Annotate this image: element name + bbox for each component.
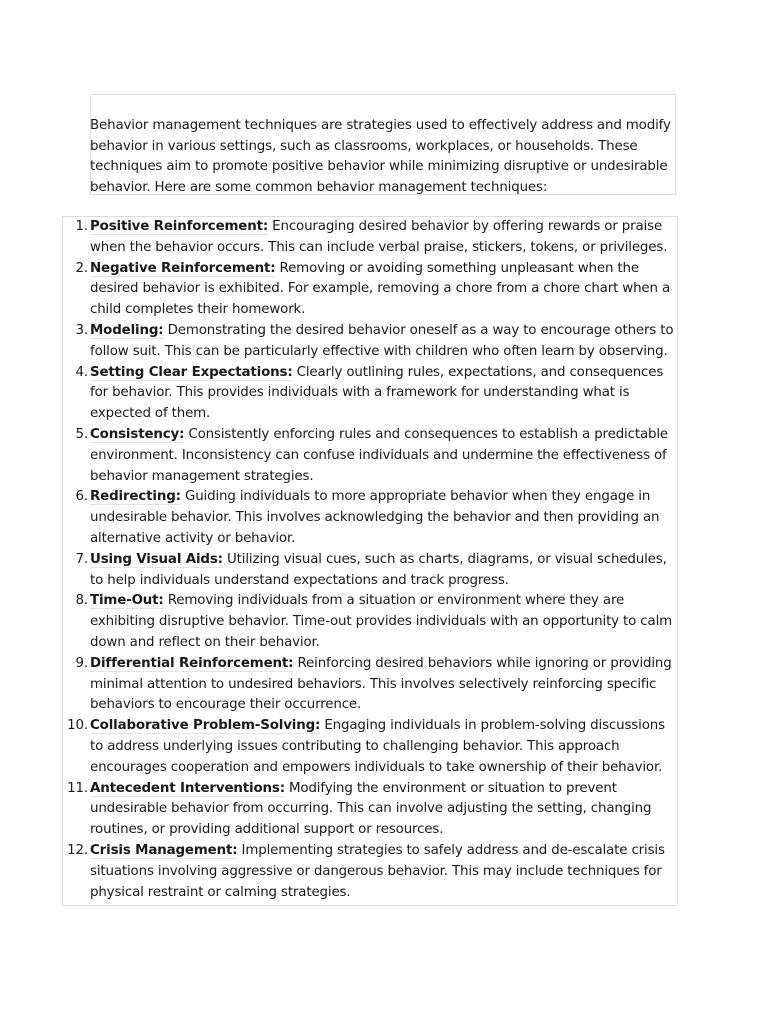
- item-title: Time-Out:: [90, 593, 164, 609]
- item-description: Consistently enforcing rules and consequences to establish a predictable environment. Inconsistency can confuse individuals and undermine the effectiveness of behavior management strategies.: [90, 426, 669, 484]
- item-title: Crisis Management:: [90, 842, 238, 858]
- list-item: [62, 550, 680, 592]
- list-item: [62, 259, 680, 321]
- list-item: [62, 841, 680, 903]
- item-number: 7.: [75, 551, 88, 567]
- item-number: 8.: [75, 593, 88, 609]
- item-number: 9.: [75, 655, 88, 671]
- item-number: 12.: [67, 842, 88, 858]
- item-description: Clearly outlining rules, expectations, and consequences for behavior. This provides individuals with a framework for understanding what is expected of them.: [90, 364, 664, 422]
- item-number: 6.: [75, 489, 88, 505]
- list-item: [62, 779, 680, 841]
- item-description: Implementing strategies to safely address and de-escalate crisis situations involving aggressive or dangerous behavior. This may include techniques for physical restraint or calming strategies.: [90, 842, 665, 900]
- item-title: Collaborative Problem-Solving:: [90, 718, 321, 734]
- techniques-list: [62, 217, 680, 903]
- item-description: Utilizing visual cues, such as charts, diagrams, or visual schedules, to help individuals understand expectations and track progress.: [90, 551, 667, 588]
- item-title: Setting Clear Expectations:: [90, 364, 293, 380]
- list-item: [62, 654, 680, 716]
- item-title: Differential Reinforcement:: [90, 655, 294, 671]
- item-number: 5.: [75, 426, 88, 442]
- item-description: Removing or avoiding something unpleasant when the desired behavior is exhibited. For example, removing a chore from a chore chart when a child completes their homework.: [90, 260, 671, 318]
- item-description: Removing individuals from a situation or environment where they are exhibiting disruptive behavior. Time-out provides individuals with an opportunity to calm down and reflect on their behavior.: [90, 593, 673, 650]
- item-title: Using Visual Aids:: [90, 551, 223, 567]
- item-number: 2.: [75, 260, 88, 276]
- item-number: 11.: [67, 780, 88, 796]
- item-description: Modifying the environment or situation to prevent undesirable behavior from occurring. This can involve adjusting the setting, changing routines, or providing additional support or resources.: [90, 780, 652, 838]
- item-number: 3.: [75, 322, 88, 338]
- list-item: [62, 217, 680, 259]
- item-title: Modeling:: [90, 322, 164, 338]
- intro-paragraph: Behavior management techniques are strategies used to effectively address and modify behavior in various settings, such as classrooms, workplaces, or households. These techniques aim to promote positive behavior while minimizing disruptive or undesirable behavior. Here are some common behavior management techniques:: [90, 118, 671, 195]
- item-title: Consistency:: [90, 426, 185, 442]
- item-number: 10.: [67, 718, 88, 734]
- list-item: [62, 487, 680, 549]
- item-description: Reinforcing desired behaviors while ignoring or providing minimal attention to undesired behaviors. This involves selectively reinforcing specific behaviors to encourage their occurrence.: [90, 655, 672, 713]
- item-title: Positive Reinforcement:: [90, 219, 269, 234]
- list-item: [62, 425, 680, 487]
- item-description: Engaging individuals in problem-solving discussions to address underlying issues contributing to challenging behavior. This approach encourages cooperation and empowers individuals to take ownership of their behavior.: [90, 718, 665, 775]
- item-title: Antecedent Interventions:: [90, 780, 285, 796]
- item-number: 1.: [75, 219, 88, 234]
- list-item: [62, 363, 680, 425]
- item-description: Demonstrating the desired behavior oneself as a way to encourage others to follow suit. This can be particularly effective with children who often learn by observing.: [90, 322, 674, 359]
- item-title: Negative Reinforcement:: [90, 260, 276, 276]
- list-item: [62, 321, 680, 363]
- list-item: [62, 716, 680, 778]
- item-description: Encouraging desired behavior by offering rewards or praise when the behavior occurs. This can include verbal praise, stickers, tokens, or privileges.: [90, 219, 668, 255]
- item-title: Redirecting:: [90, 489, 181, 505]
- item-description: Guiding individuals to more appropriate behavior when they engage in undesirable behavior. This involves acknowledging the behavior and then providing an alternative activity or behavior.: [90, 489, 660, 546]
- list-item: [62, 591, 680, 653]
- item-number: 4.: [75, 364, 88, 380]
